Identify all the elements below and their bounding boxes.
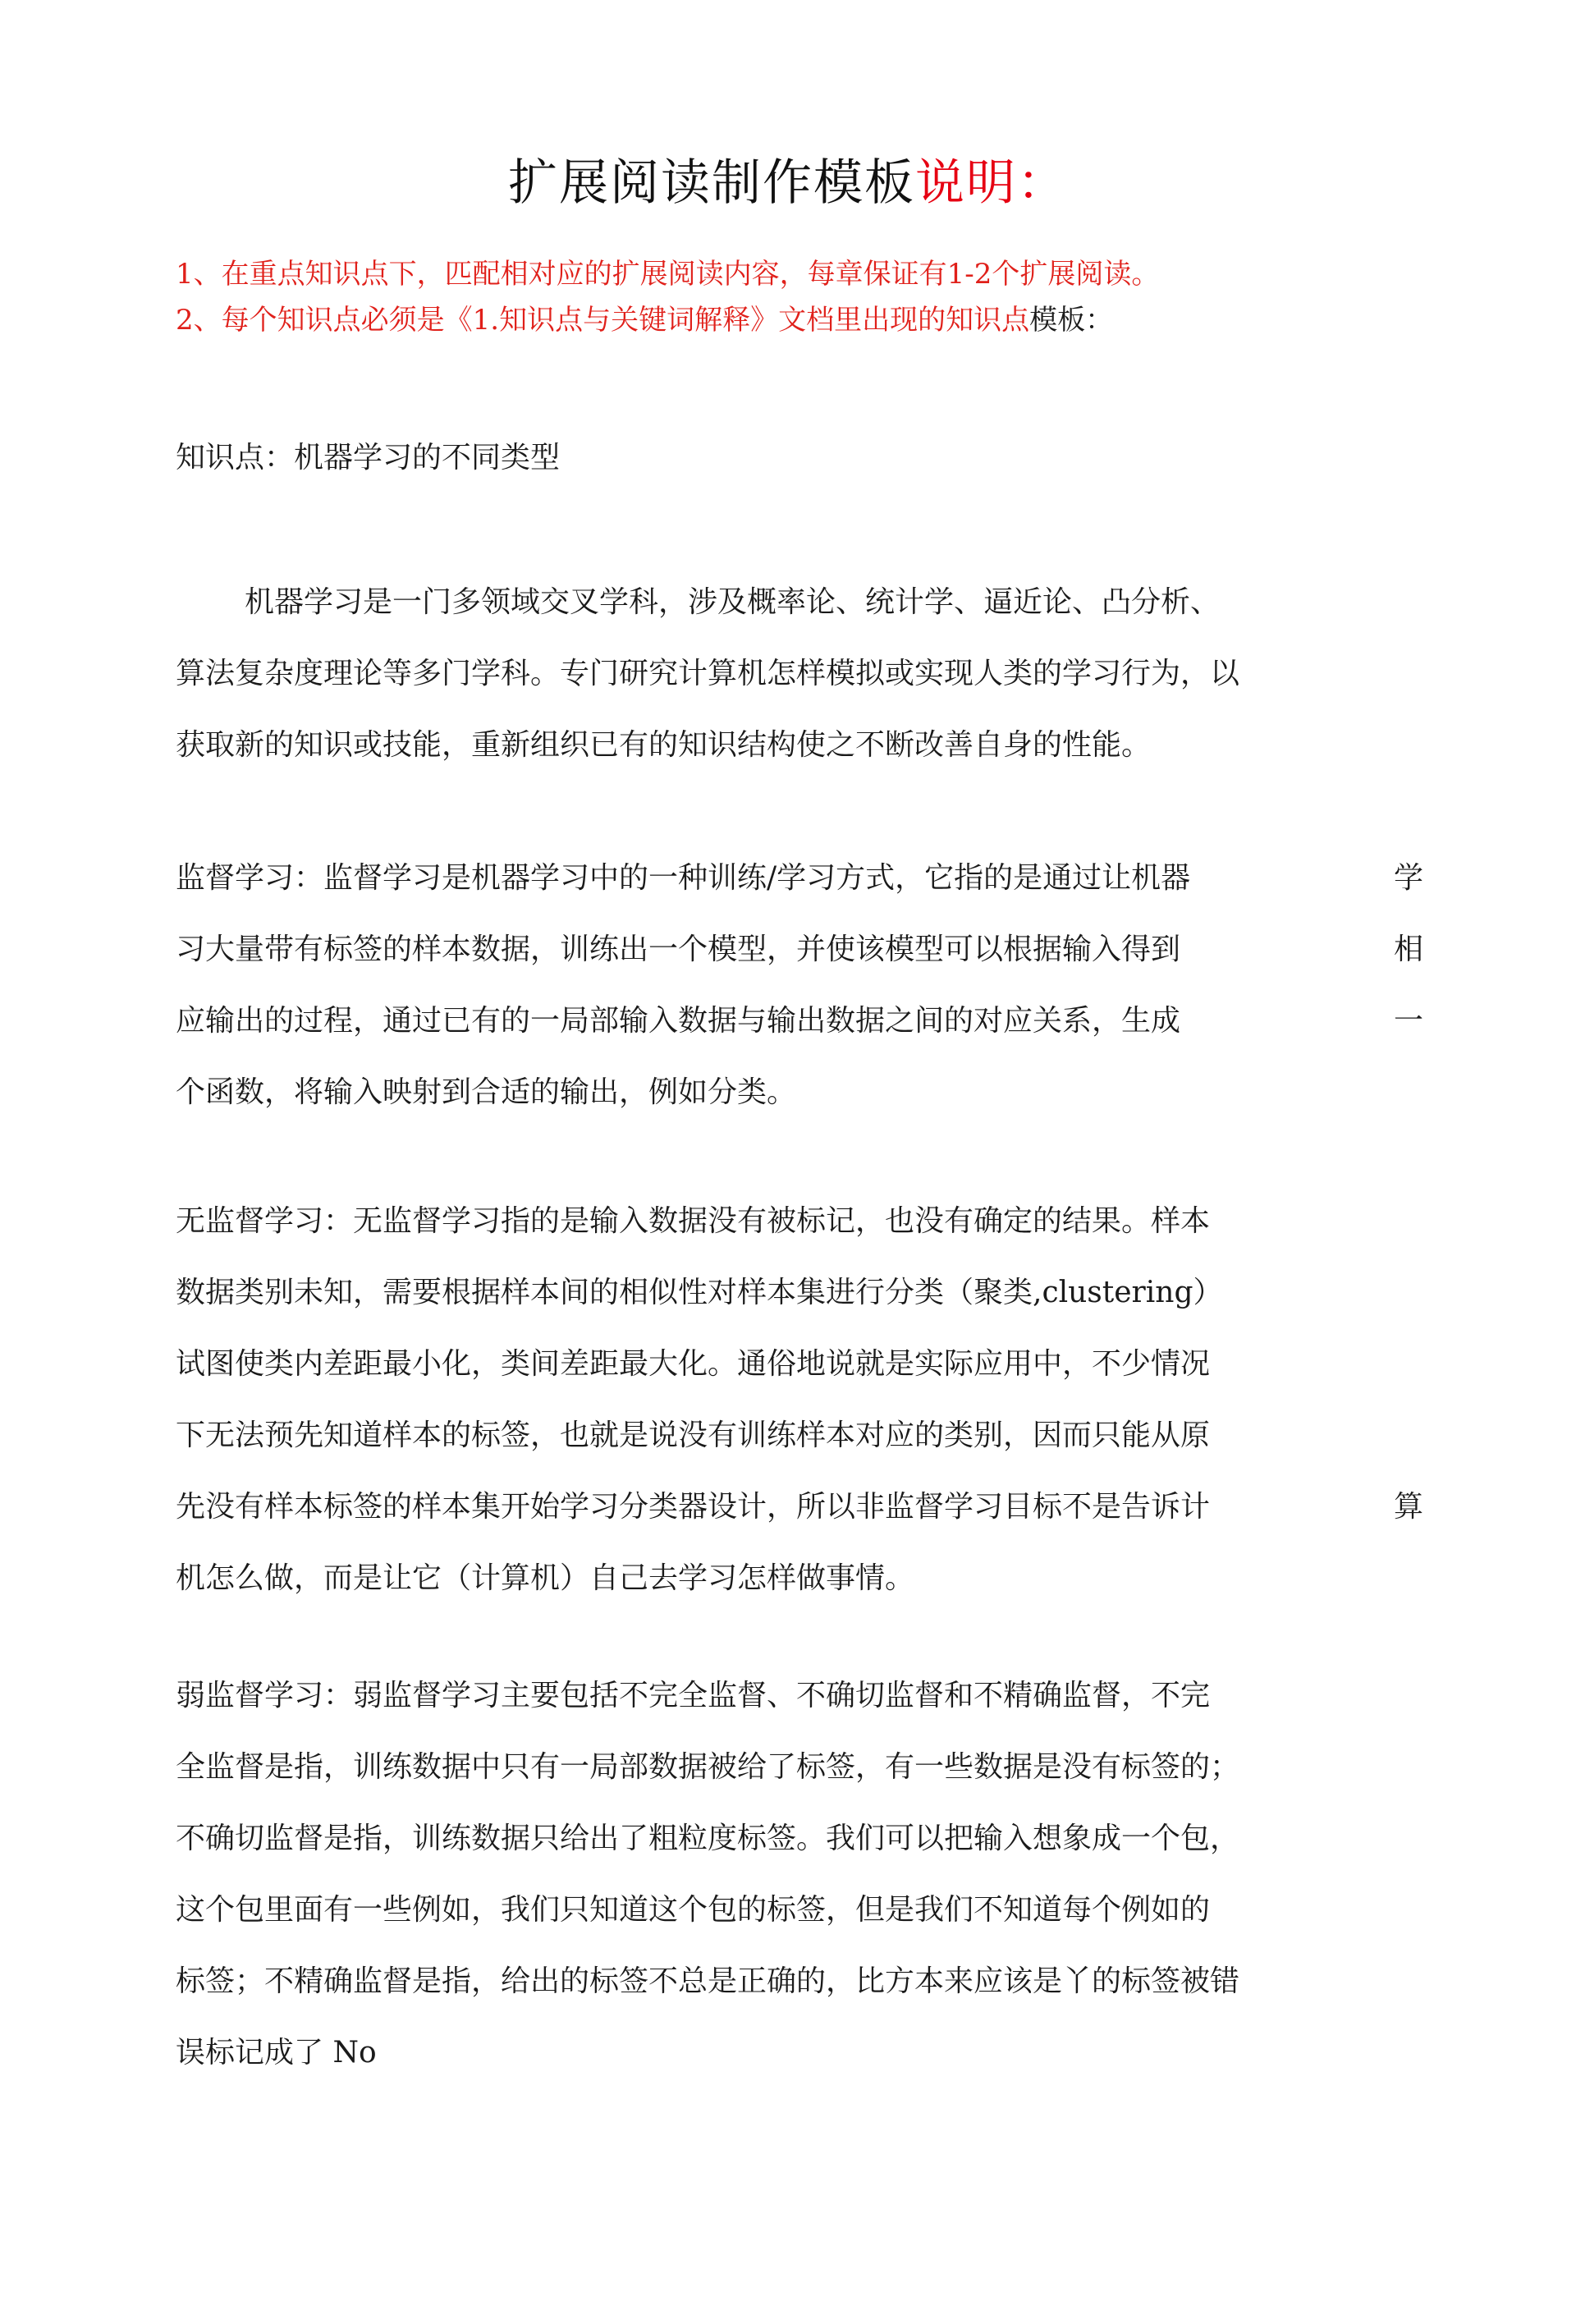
line-trailing-char: 一 bbox=[1393, 1004, 1423, 1038]
knowledge-point-heading: 知识点：机器学习的不同类型 bbox=[176, 441, 561, 474]
line-text: 机怎么做，而是让它（计算机）自己去学习怎样做事情。 bbox=[176, 1561, 915, 1595]
line-text: 监督学习：监督学习是机器学习中的一种训练/学习方式，它指的是通过让机器 bbox=[176, 861, 1191, 895]
paragraph-line: 全监督是指，训练数据中只有一局部数据被给了标签，有一些数据是没有标签的； bbox=[176, 1750, 1240, 1784]
instruction-notes bbox=[176, 251, 1456, 343]
line-trailing-char: 相 bbox=[1393, 933, 1423, 966]
line-text: 个函数，将输入映射到合适的输出，例如分类。 bbox=[176, 1075, 797, 1109]
line-text: 先没有样本标签的样本集开始学习分类器设计，所以非监督学习目标不是告诉计 bbox=[176, 1490, 1211, 1524]
paragraph-line: 不确切监督是指，训练数据只给出了粗粒度标签。我们可以把输入想象成一个包， bbox=[176, 1822, 1240, 1855]
paragraph-line bbox=[176, 1328, 1423, 1400]
paragraph-weak-supervised bbox=[176, 1660, 1423, 2088]
paragraph-line bbox=[176, 1185, 1423, 1257]
paragraph-line bbox=[176, 1400, 1423, 1471]
paragraph-line: 弱监督学习：弱监督学习主要包括不完全监督、不确切监督和不精确监督，不完 bbox=[176, 1679, 1211, 1712]
line-text: 试图使类内差距最小化，类间差距最大化。通俗地说就是实际应用中，不少情况 bbox=[176, 1347, 1211, 1381]
paragraph-line: 获取新的知识或技能，重新组织已有的知识结构使之不断改善自身的性能。 bbox=[176, 728, 1152, 762]
line-text: 数据类别未知，需要根据样本间的相似性对样本集进行分类（聚类,clustering） bbox=[176, 1276, 1223, 1309]
title-red-part: 说明： bbox=[915, 154, 1068, 212]
paragraph-line bbox=[176, 1542, 1423, 1614]
paragraph-line bbox=[176, 842, 1423, 914]
title-black-part: 扩展阅读制作模板 bbox=[508, 154, 915, 212]
paragraph-unsupervised bbox=[176, 1185, 1423, 1614]
paragraph-intro bbox=[176, 566, 1423, 781]
paragraph-line bbox=[176, 985, 1423, 1057]
paragraph-line: 误标记成了 No bbox=[176, 2036, 377, 2070]
note-line-1: 1、在重点知识点下，匹配相对应的扩展阅读内容，每章保证有1-2个扩展阅读。 bbox=[176, 258, 1160, 291]
line-text: 下无法预先知道样本的标签，也就是说没有训练样本对应的类别，因而只能从原 bbox=[176, 1419, 1211, 1452]
page-title bbox=[0, 146, 1576, 220]
paragraph-line bbox=[176, 1257, 1423, 1328]
paragraph-line: 机器学习是一门多领域交叉学科，涉及概率论、统计学、逼近论、凸分析、 bbox=[245, 585, 1221, 619]
paragraph-line bbox=[176, 1057, 1423, 1128]
line-text: 习大量带有标签的样本数据，训练出一个模型，并使该模型可以根据输入得到 bbox=[176, 933, 1181, 966]
paragraph-line: 标签；不精确监督是指，给出的标签不总是正确的，比方本来应该是丫的标签被错 bbox=[176, 1964, 1240, 1998]
line-trailing-char: 算 bbox=[1393, 1490, 1423, 1524]
line-text: 应输出的过程，通过已有的一局部输入数据与输出数据之间的对应关系，生成 bbox=[176, 1004, 1181, 1038]
paragraph-line: 这个包里面有一些例如，我们只知道这个包的标签，但是我们不知道每个例如的 bbox=[176, 1893, 1211, 1927]
note-line-2-red: 2、每个知识点必须是《1.知识点与关键词解释》文档里出现的知识点 bbox=[176, 304, 1030, 337]
paragraph-line bbox=[176, 1471, 1423, 1542]
note-line-2 bbox=[176, 297, 1456, 343]
line-trailing-char: 学 bbox=[1393, 861, 1423, 895]
paragraph-line: 算法复杂度理论等多门学科。专门研究计算机怎样模拟或实现人类的学习行为，以 bbox=[176, 657, 1240, 690]
paragraph-line bbox=[176, 914, 1423, 985]
paragraph-supervised bbox=[176, 842, 1423, 1128]
note-line-2-black: 模板： bbox=[1029, 304, 1114, 337]
line-text: 无监督学习：无监督学习指的是输入数据没有被标记，也没有确定的结果。样本 bbox=[176, 1204, 1211, 1238]
